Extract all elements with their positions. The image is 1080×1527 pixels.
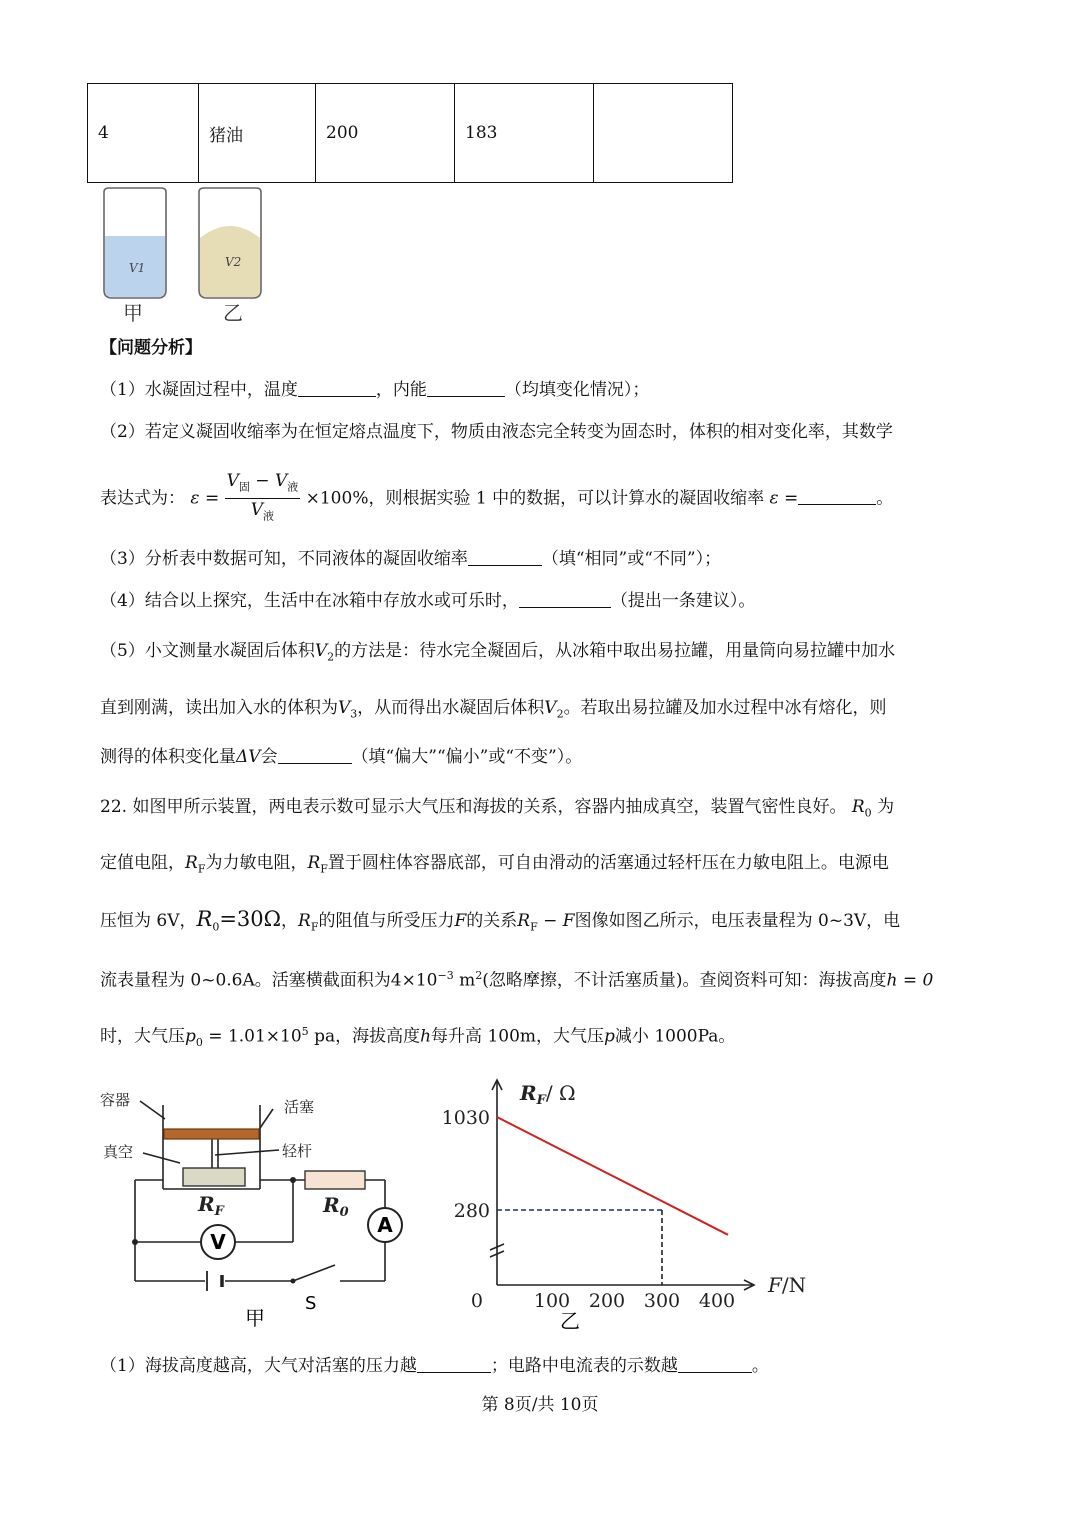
- q2-end: 。: [876, 488, 894, 509]
- table-cell: [594, 84, 733, 183]
- rf-resistor: [183, 1168, 245, 1186]
- q3-text-a: （3）分析表中数据可知，不同液体的凝固收缩率: [100, 549, 468, 569]
- q22-text: ，海拔高度: [335, 1026, 421, 1047]
- q22-text: 压恒为 6V，: [100, 911, 197, 931]
- question-22-1: [100, 1356, 769, 1376]
- q22-text: 置于圆柱体容器底部，可自由滑动的活塞通过轻杆压在力敏电阻上。电源电: [327, 853, 889, 873]
- question-1: [100, 380, 649, 400]
- data-table: [87, 83, 733, 183]
- x-tick-label: 300: [643, 1290, 681, 1312]
- p0-unit: pa: [308, 1026, 336, 1047]
- q22-text: 减小 1000Pa。: [614, 1026, 736, 1047]
- q1-text-c: （均填变化情况）；: [504, 380, 650, 400]
- var-rf: R: [517, 911, 531, 931]
- jar-right-label: 乙: [223, 301, 243, 325]
- var-p0: p: [185, 1026, 196, 1047]
- q22-text: 图像如图乙所示，电压表量程为 0~3V，电: [574, 911, 901, 931]
- table-cell: 183: [455, 84, 594, 183]
- y-tick-label: 1030: [441, 1107, 490, 1129]
- voltmeter-label: V: [210, 1230, 226, 1254]
- x-axis-label: F/N: [768, 1273, 807, 1297]
- answer-blank: [298, 380, 376, 397]
- q22-1-text: ；电路中电流表的示数越: [490, 1356, 678, 1376]
- shrink-rate-fraction: $\frac{V_固 - V_液}{V_液}$: [226, 471, 299, 523]
- r0-resistor: [305, 1171, 365, 1189]
- ammeter-label: A: [377, 1213, 393, 1237]
- q4-text-b: （提出一条建议）。: [610, 591, 756, 611]
- q22-text: 时，大气压: [100, 1026, 185, 1047]
- var-rf: R: [298, 911, 311, 931]
- answer-blank: [798, 488, 876, 505]
- q1-text-b: ，内能: [375, 380, 427, 400]
- table-cell: 4: [88, 84, 199, 183]
- jar-left-label: 甲: [123, 301, 143, 325]
- x-tick-label: 100: [533, 1290, 571, 1312]
- question-22-line1: 22. 如图甲所示装置，两电表示数可显示大气压和海拔的关系，容器内抽成真空，装置气密性良好。 $R_0$ 为: [100, 797, 895, 820]
- rf-label: $R_F$: [198, 1192, 224, 1219]
- q22-text: ，: [281, 911, 299, 931]
- answer-blank: [678, 1356, 752, 1373]
- q4-text-a: （4）结合以上探究，生活中在冰箱中存放水或可乐时，: [100, 591, 519, 611]
- table-row: [88, 84, 733, 183]
- q22-text: 的关系: [466, 911, 518, 931]
- epsilon-equals: ε =: [769, 488, 799, 509]
- q22-text: 流表量程为 0~0.6A。活塞横截面积为: [100, 970, 391, 991]
- question-4: [100, 591, 755, 611]
- q2-suffix: ，则根据实验 1 中的数据，可以计算水的凝固收缩率: [368, 488, 765, 509]
- x-tick-label: 0: [470, 1290, 483, 1312]
- q3-text-b: （填“相同”或“不同”）；: [541, 549, 722, 569]
- piston-plate: [164, 1129, 259, 1139]
- q1-text-a: （1）水凝固过程中，温度: [100, 380, 298, 400]
- x-tick-label: 200: [588, 1290, 626, 1312]
- answer-blank: [278, 747, 352, 764]
- series-line: [497, 1117, 728, 1235]
- answer-blank: [468, 549, 542, 566]
- page-footer: 第 8页/共 10页: [481, 1395, 599, 1415]
- p0-value: = 1.01×10: [202, 1026, 302, 1047]
- question-5-line3: [100, 747, 582, 767]
- var-f: F: [454, 911, 467, 931]
- label-vacuum: 真空: [103, 1143, 134, 1161]
- q5-text: 直到刚满，读出加入水的体积为: [100, 698, 338, 718]
- question-3: [100, 549, 721, 569]
- var-h: h: [420, 1026, 432, 1047]
- question-22-line2: 定值电阻，$R_F$为力敏电阻，$R_F$置于圆柱体容器底部，可自由滑动的活塞通过轻杆压在力敏电阻上。电源电: [100, 853, 889, 876]
- var-r0: R: [851, 797, 865, 817]
- q5-text: 会: [260, 747, 278, 767]
- var-v2: V: [314, 641, 328, 661]
- diagram-caption: 甲: [245, 1306, 265, 1330]
- q22-text: 为: [877, 797, 895, 817]
- question-22-line3: 压恒为 6V，$R_0=30\Omega$，$R_F$的阻值与所受压力F的关系$R_F - F$图像如图乙所示，电压表量程为 0~3V，电: [100, 907, 901, 934]
- question-2-line1: （2）若定义凝固收缩率为在恒定熔点温度下，物质由液态完全转变为固态时，体积的相对变化率，其数学: [100, 422, 893, 442]
- var-rf: R: [307, 853, 321, 873]
- q5-text: （填“偏大”“偏小”或“不变”）。: [351, 747, 583, 767]
- circuit-diagram: [95, 1085, 425, 1335]
- q22-1-text: 。: [751, 1356, 769, 1376]
- jar-left-var: V1: [129, 261, 146, 275]
- answer-blank: [519, 591, 611, 608]
- rf-f-chart: [430, 1070, 830, 1335]
- x-tick-label: 400: [698, 1290, 736, 1312]
- epsilon-symbol: ε: [190, 488, 200, 509]
- var-rf: R: [185, 853, 198, 873]
- label-rod: 轻杆: [282, 1142, 313, 1160]
- table-cell: 200: [316, 84, 455, 183]
- q5-text: 测得的体积变化量: [100, 747, 236, 767]
- q22-text: (忽略摩擦，不计活塞质量)。查阅资料可知：海拔高度: [482, 970, 887, 991]
- question-22-line4: 流表量程为 0~0.6A。活塞横截面积为$4\times 10^{-3}$ $m^2$(忽略摩擦，不计活塞质量)。查阅资料可知：海拔高度h = 0: [100, 969, 934, 991]
- question-5-line2: 直到刚满，读出加入水的体积为$V_3$，从而得出水凝固后体积$V_2$。若取出易拉罐及加水过程中冰有熔化，则: [100, 698, 887, 721]
- q22-text: 定值电阻，: [100, 853, 185, 873]
- r0-value: =30Ω: [219, 907, 282, 931]
- y-tick-label: 280: [453, 1200, 490, 1222]
- answer-blank: [427, 380, 505, 397]
- equals-sign: =: [204, 488, 220, 509]
- y-axis-label: $R_F/$ Ω: [520, 1081, 576, 1108]
- section-title: 【问题分析】: [100, 338, 202, 358]
- label-container: 容器: [100, 1091, 131, 1109]
- jars-figure: [95, 186, 275, 326]
- q22-text: 的阻值与所受压力: [318, 911, 455, 931]
- q5-text: ，从而得出水凝固后体积: [357, 698, 545, 718]
- q22-1-text: （1）海拔高度越高，大气对活塞的压力越: [100, 1356, 417, 1376]
- area-unit: m: [453, 970, 476, 991]
- table-cell: 猪油: [199, 84, 316, 183]
- question-22-line5: 时，大气压$p_0 = 1.01\times 10^5$ pa，海拔高度h每升高 100m，大气压p减小 1000Pa。: [100, 1025, 736, 1050]
- q5-text: 的方法是：待水完全凝固后，从冰箱中取出易拉罐，用量筒向易拉罐中加水: [334, 641, 896, 661]
- label-piston: 活塞: [284, 1098, 315, 1116]
- chart-caption: 乙: [560, 1309, 580, 1333]
- rf-f-relation: − F: [537, 911, 575, 931]
- times-100-percent: ×100%: [305, 488, 369, 509]
- q22-text: 22. 如图甲所示装置，两电表示数可显示大气压和海拔的关系，容器内抽成真空，装置气密性良好。: [100, 797, 847, 817]
- h-zero: h = 0: [886, 970, 934, 991]
- var-v3: V: [338, 698, 351, 718]
- q2-prefix: 表达式为：: [100, 488, 185, 509]
- q22-text: 每升高 100m，大气压: [431, 1026, 605, 1047]
- q5-text: 。若取出易拉罐及加水过程中冰有熔化，则: [563, 698, 887, 718]
- q5-text: （5）小文测量水凝固后体积: [100, 641, 315, 661]
- q22-text: 为力敏电阻，: [205, 853, 308, 873]
- r0-label: $R_0$: [323, 1193, 349, 1220]
- var-p: p: [604, 1026, 615, 1047]
- answer-blank: [417, 1356, 491, 1373]
- switch-label: S: [305, 1293, 317, 1314]
- question-2-line2: [100, 470, 893, 528]
- delta-v: ΔV: [236, 747, 261, 767]
- var-v2: V: [544, 698, 557, 718]
- question-5-line1: （5）小文测量水凝固后体积$V_2$的方法是：待水完全凝固后，从冰箱中取出易拉罐，用量筒向易拉罐中加水: [100, 641, 896, 664]
- area-value: 4×10: [390, 970, 438, 991]
- var-r0: R: [196, 907, 213, 931]
- jar-right-var: V2: [225, 255, 242, 269]
